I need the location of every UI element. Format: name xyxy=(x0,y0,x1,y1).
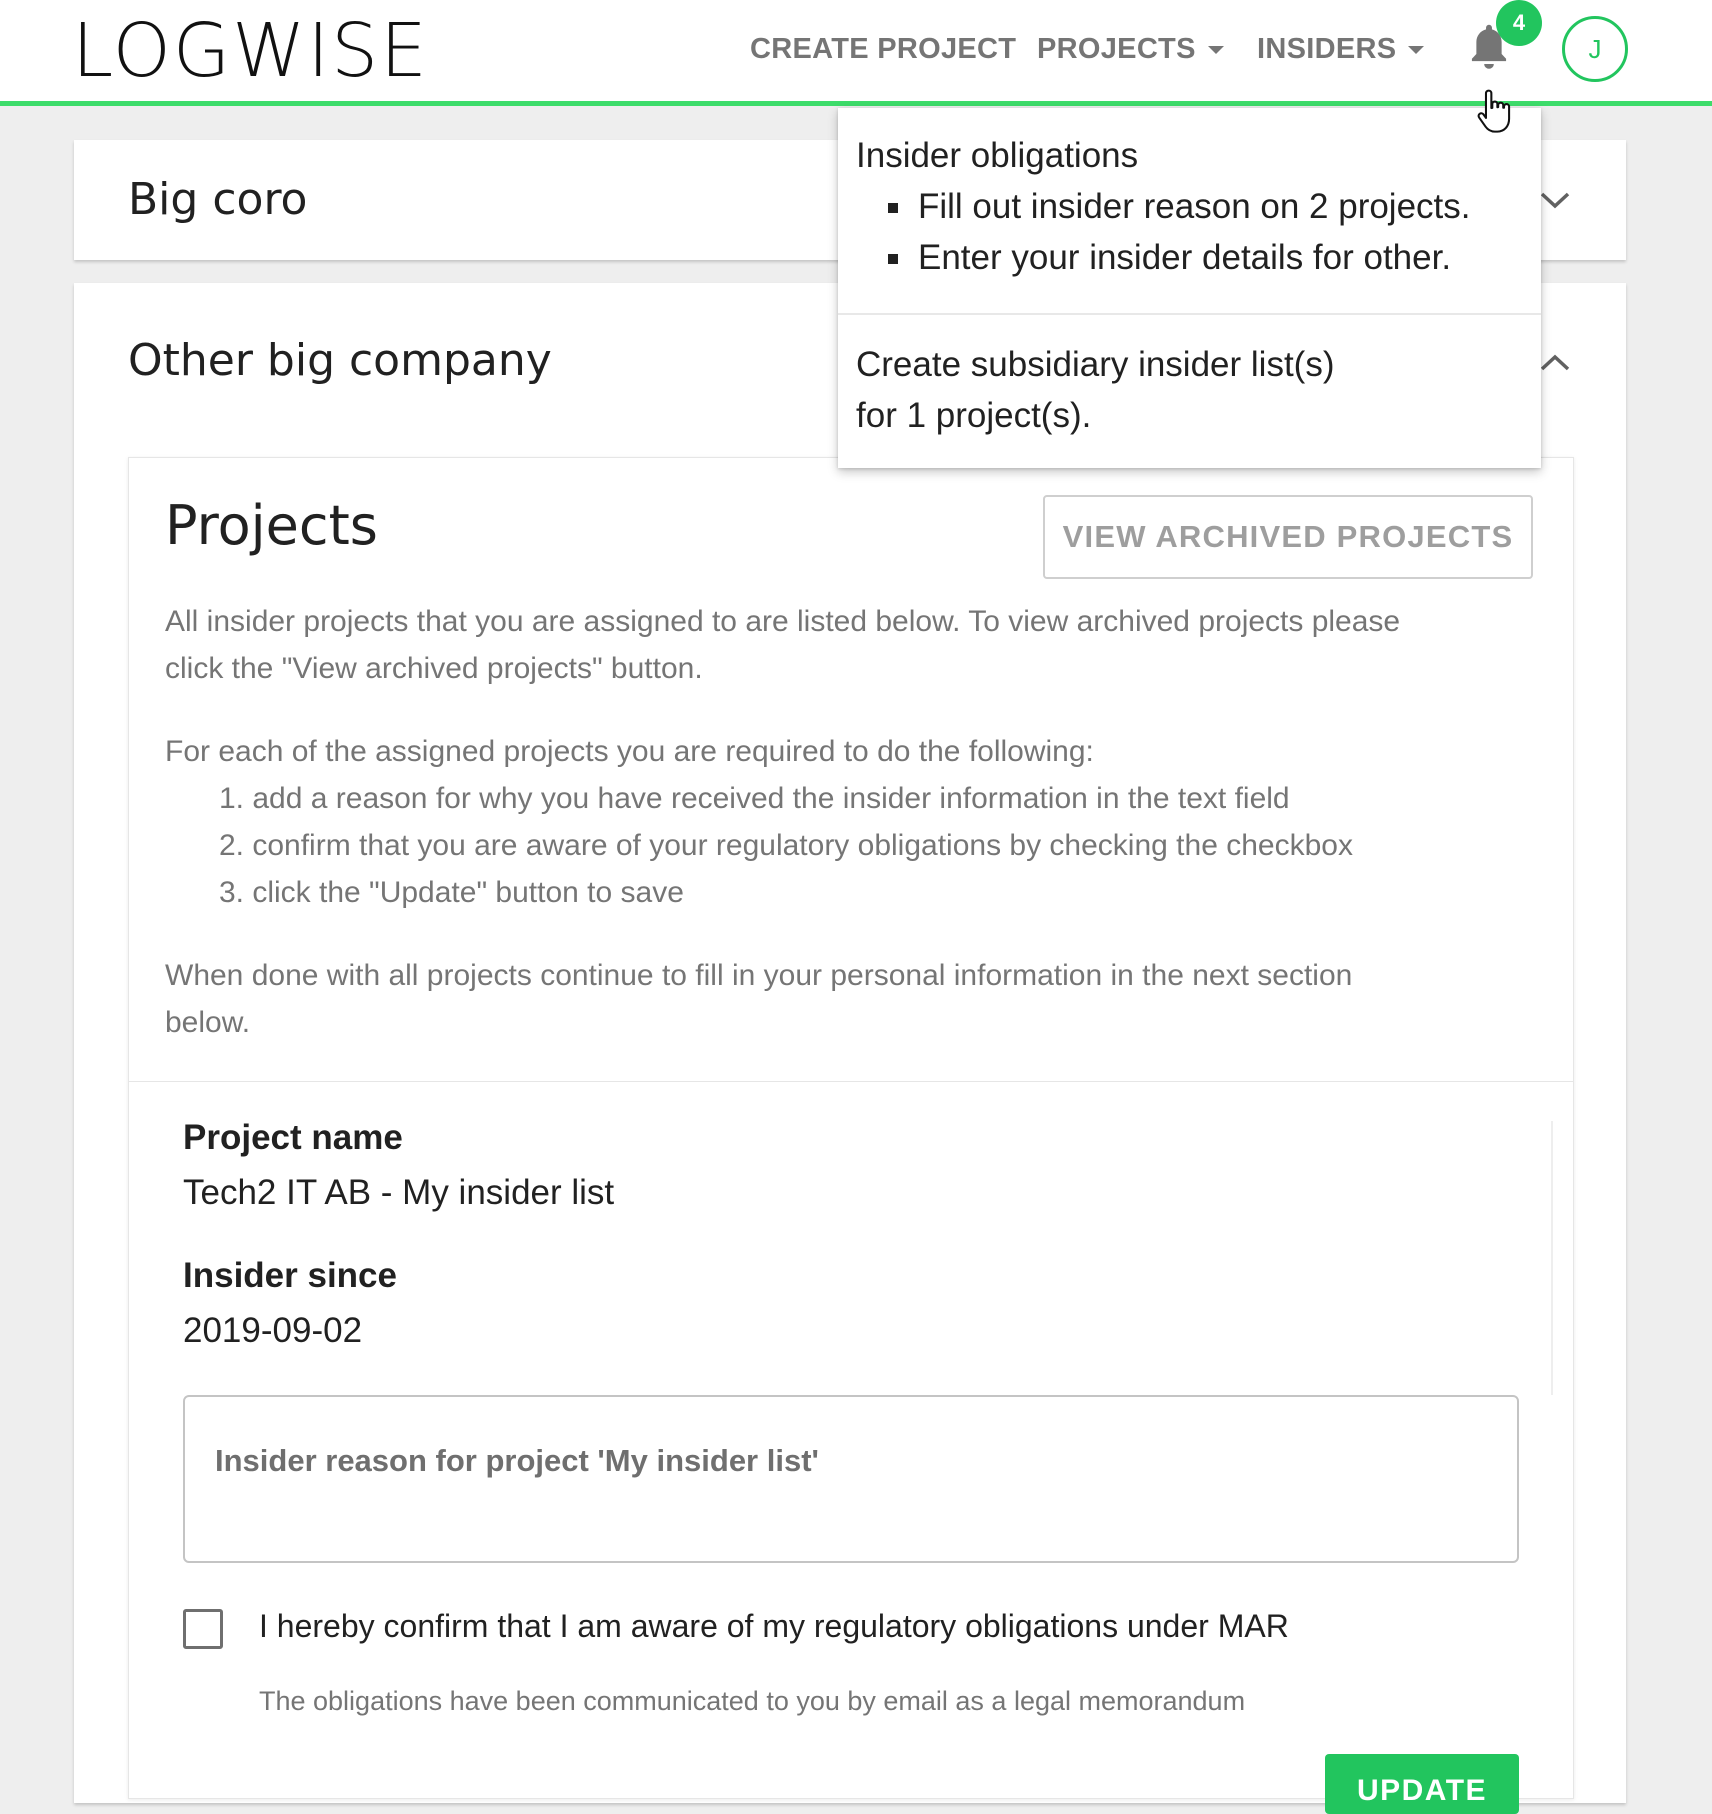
caret-down-icon xyxy=(1208,46,1224,54)
caret-down-icon xyxy=(1408,46,1424,54)
top-app-bar xyxy=(0,0,1712,106)
notification-count-badge: 4 xyxy=(1496,0,1542,46)
hand-cursor-icon xyxy=(1476,88,1514,136)
view-archived-projects-button[interactable]: VIEW ARCHIVED PROJECTS xyxy=(1043,495,1533,579)
projects-intro xyxy=(165,598,1455,692)
projects-outro xyxy=(165,952,1455,1046)
projects-panel xyxy=(128,457,1574,1807)
user-avatar[interactable]: J xyxy=(1562,16,1628,82)
insider-since-label: Insider since xyxy=(183,1256,397,1295)
nav-insiders-dropdown[interactable] xyxy=(1257,33,1424,66)
company-name: Other big company xyxy=(128,335,552,386)
notification-bullet: Fill out insider reason on 2 projects. xyxy=(918,187,1471,226)
projects-title: Projects xyxy=(165,494,378,557)
mar-confirm-checkbox[interactable] xyxy=(183,1609,223,1649)
step-item: 1. add a reason for why you have received the insider information in the text field xyxy=(219,782,1290,815)
notification-line: for 1 project(s). xyxy=(856,396,1092,435)
logwise-logo[interactable]: LOGWISE xyxy=(72,8,429,94)
intro-line: click the "View archived projects" button. xyxy=(165,652,703,685)
steps-intro: For each of the assigned projects you are required to do the following: xyxy=(165,735,1094,768)
insider-reason-placeholder: Insider reason for project 'My insider list' xyxy=(215,1443,819,1478)
project-name-label: Project name xyxy=(183,1118,403,1157)
mar-confirm-label[interactable]: I hereby confirm that I am aware of my regulatory obligations under MAR xyxy=(259,1608,1289,1644)
notification-title: Insider obligations xyxy=(856,136,1139,175)
insider-since-value: 2019-09-02 xyxy=(183,1311,363,1350)
nav-insiders-label: INSIDERS xyxy=(1257,33,1397,65)
project-name-value: Tech2 IT AB - My insider list xyxy=(183,1173,615,1212)
outro-line: When done with all projects continue to fill in your personal information in the next section xyxy=(165,959,1353,992)
insider-reason-textarea[interactable] xyxy=(183,1395,1519,1563)
scroll-divider xyxy=(1551,1121,1553,1395)
projects-steps xyxy=(165,728,1455,916)
step-item: 2. confirm that you are aware of your regulatory obligations by checking the checkbox xyxy=(219,829,1353,862)
notification-insider-obligations[interactable] xyxy=(838,108,1541,313)
notification-subsidiary-lists[interactable] xyxy=(838,315,1541,468)
chevron-up-icon[interactable] xyxy=(1538,353,1572,373)
intro-line: All insider projects that you are assigned to are listed below. To view archived projects please xyxy=(165,605,1401,638)
section-divider xyxy=(129,1081,1573,1082)
notification-line: Create subsidiary insider list(s) xyxy=(856,345,1335,384)
mar-confirm-helper-text: The obligations have been communicated to you by email as a legal memorandum xyxy=(259,1686,1246,1716)
nav-create-project[interactable]: CREATE PROJECT xyxy=(750,33,1017,65)
step-item: 3. click the "Update" button to save xyxy=(219,876,684,909)
chevron-down-icon[interactable] xyxy=(1538,190,1572,210)
nav-projects-dropdown[interactable] xyxy=(1037,33,1224,66)
company-name: Big coro xyxy=(128,174,308,225)
notification-bullet: Enter your insider details for other. xyxy=(918,238,1452,277)
outro-line: below. xyxy=(165,1006,251,1039)
notifications-menu xyxy=(838,108,1541,468)
nav-projects-label: PROJECTS xyxy=(1037,33,1196,65)
update-button[interactable]: UPDATE xyxy=(1325,1754,1519,1814)
